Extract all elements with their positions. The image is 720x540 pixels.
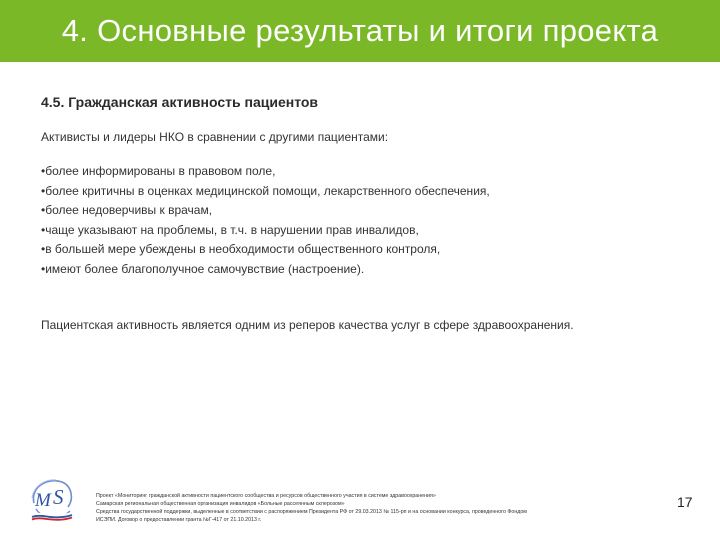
intro-text: Активисты и лидеры НКО в сравнении с другими пациентами: — [41, 130, 389, 144]
organization-logo-icon — [26, 473, 78, 525]
slide-subtitle: 4.5. Гражданская активность пациентов — [41, 94, 319, 110]
conclusion-text: Пациентская активность является одним из реперов качества услуг в сфере здравоохранения. — [41, 318, 574, 332]
footer-credits — [96, 492, 636, 524]
page-number: 17 — [677, 494, 693, 510]
footer-line: Средства государственной поддержки, выделенные в соответствии с распоряжением Президента РФ от 29.03.2013 № 115-рп и на основании конкурса, проведенного Фондом — [96, 509, 527, 515]
bullet-item: •имеют более благополучное самочувствие (настроение). — [41, 261, 365, 276]
bullet-list — [41, 162, 701, 280]
bullet-item: •более критичны в оценках медицинской помощи, лекарственного обеспечения, — [41, 183, 490, 198]
svg-text:S: S — [53, 485, 64, 509]
bullet-item: •более информированы в правовом поле, — [41, 164, 276, 178]
bullet-item: •в большей мере убеждены в необходимости общественного контроля, — [41, 242, 441, 257]
bullet-item: •чаще указывают на проблемы, в т.ч. в нарушении прав инвалидов, — [41, 222, 419, 237]
title-bar — [0, 0, 720, 62]
footer-line: Самарская региональная общественная организация инвалидов «Больные рассеянным склерозом» — [96, 501, 345, 507]
footer-line: Проект «Мониторинг гражданской активности пациентского сообщества и ресурсов общественного участия в системе здравоохранения» — [96, 493, 436, 499]
svg-text:M: M — [35, 490, 51, 511]
slide-title: 4. Основные результаты и итоги проекта — [61, 13, 659, 48]
footer-line: ИСЭПИ. Договор о предоставлении гранта №Г-417 от 21.10.2013 г. — [96, 517, 262, 523]
bullet-item: •более недоверчивы к врачам, — [41, 203, 213, 218]
